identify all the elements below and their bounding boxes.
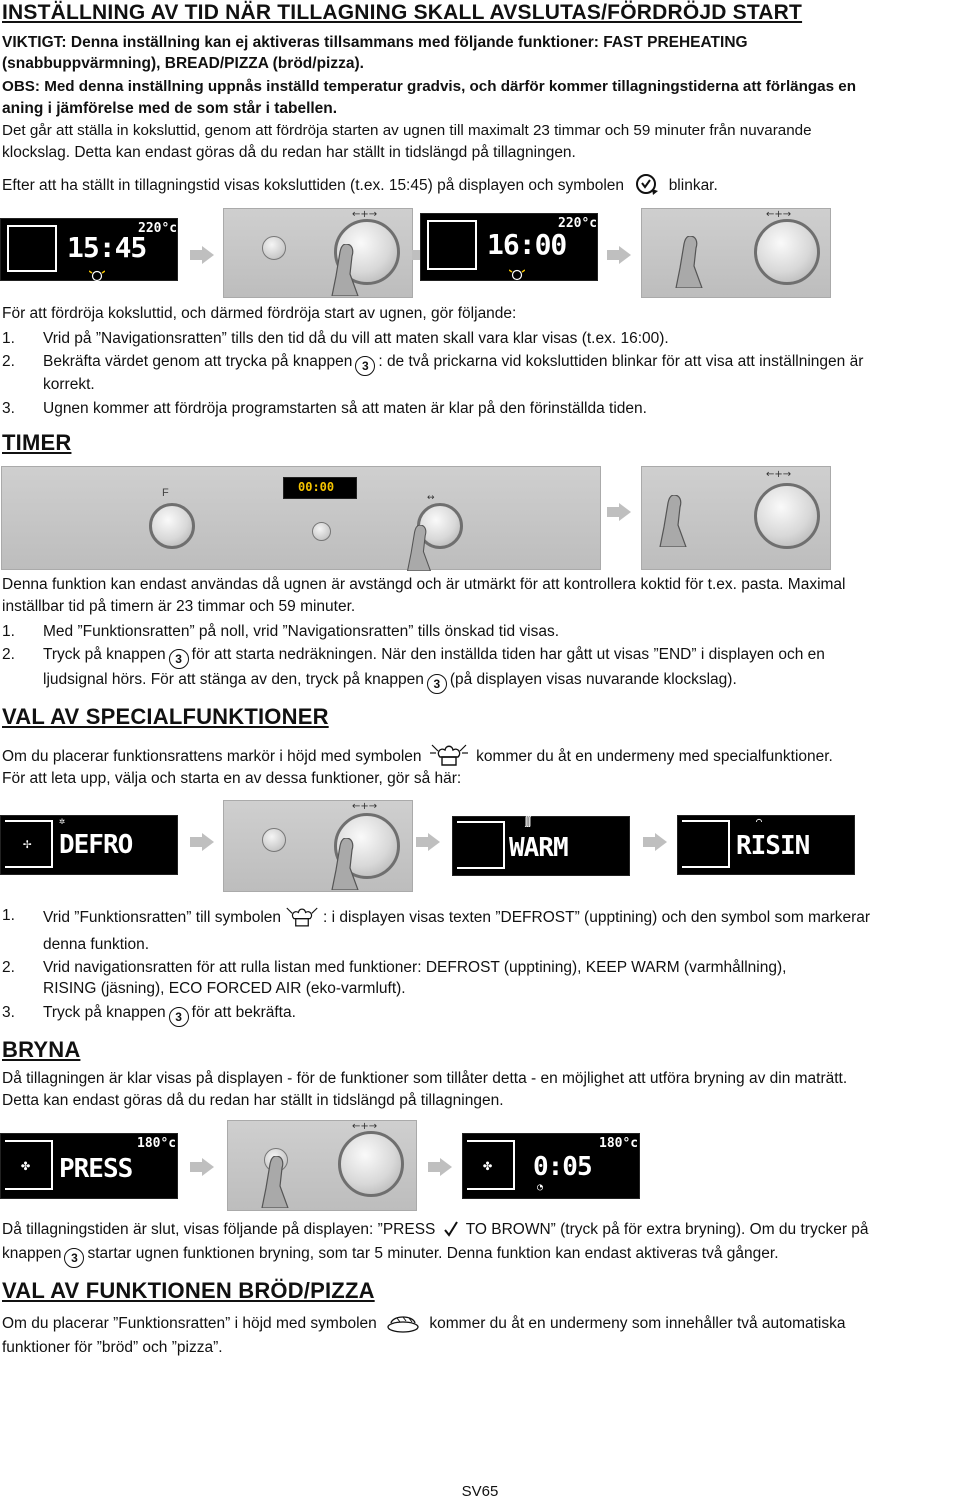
important-line-2: (snabbuppvärmning), BREAD/PIZZA (bröd/pizza). — [2, 55, 364, 72]
bryna-para2-before: Då tillagningstiden är slut, visas följande på displayen: ”PRESS — [2, 1221, 436, 1238]
step-text — [43, 350, 863, 376]
step-text-before: Bekräfta värdet genom att trycka på knappen — [43, 353, 353, 370]
step-number: 3. — [2, 400, 15, 417]
clock-end-icon — [632, 172, 660, 203]
display-risin — [677, 815, 855, 875]
finger-icon — [404, 525, 434, 575]
heading-bread-pizza: VAL AV FUNKTIONEN BRÖD/PIZZA — [2, 1278, 375, 1303]
display-temp: 220°c — [138, 221, 178, 236]
bryna-para-line-2: Detta kan endast göras då du redan har ställt in tidslängd på tillagningen. — [2, 1092, 504, 1109]
fan-icon: ✢ — [23, 836, 32, 852]
display-time: 16:00 — [487, 228, 567, 261]
para2-after: blinkar. — [668, 177, 718, 194]
rotate-arrows-icon: ←+→ — [766, 209, 792, 220]
arrow-right-icon — [190, 246, 214, 268]
step-text: Vrid på ”Navigationsratten” tills den tid då du vill att maten skall vara klar visas (t.ex. 16:00). — [43, 330, 669, 347]
note-line-2: aning i jämförelse med de som står i tabellen. — [2, 100, 338, 117]
special-para1-after: kommer du åt en undermeny med specialfunktioner. — [476, 748, 833, 765]
display-text: DEFRO — [59, 830, 133, 860]
rising-symbol-icon: ⌒ — [756, 816, 763, 827]
finger-icon — [258, 1156, 292, 1212]
control-panel — [227, 1120, 417, 1211]
checkmark-icon — [444, 1221, 458, 1244]
arrow-right-icon — [428, 1158, 452, 1180]
display-temp: 220°c — [558, 216, 598, 231]
bryna-para-2 — [2, 1219, 869, 1244]
step-text — [43, 904, 870, 935]
bryna-para-3 — [2, 1243, 779, 1268]
arrow-right-icon — [416, 833, 440, 855]
defrost-symbol-icon: ✲ — [59, 816, 66, 827]
bryna-para-line-1: Då tillagningen är klar visas på displayen - för de funktioner som tillåter detta - en möjlighet att utföra bryning av din maträtt. — [2, 1070, 848, 1087]
note-line-1: OBS: Med denna inställning uppnås inställd temperatur gradvis, och därför kommer tillagningstiderna att förlängas en — [2, 78, 857, 95]
step-text-after: för att starta nedräkningen. När den inställda tiden har gått ut visas ”END” i displayen och en — [191, 646, 825, 663]
display-text: PRESS — [59, 1154, 133, 1184]
step-number: 1. — [2, 623, 15, 640]
heading-browning: BRYNA — [2, 1037, 81, 1062]
display-1545 — [0, 218, 178, 281]
bread-pizza-icon — [385, 1312, 421, 1341]
clock-icon: ◔ — [537, 1182, 544, 1193]
step-text-cont: denna funktion. — [43, 936, 150, 953]
navigation-knob[interactable] — [754, 219, 820, 285]
bread-para-before: Om du placerar ”Funktionsratten” i höjd med symbolen — [2, 1315, 377, 1332]
keep-warm-symbol-icon: ∭ — [525, 817, 532, 828]
display-frame — [457, 821, 505, 869]
button-3-icon: 3 — [427, 674, 447, 694]
display-text: RISIN — [736, 831, 810, 861]
step-text-cont — [43, 668, 737, 694]
step-text-after: för att bekräfta. — [191, 1004, 296, 1021]
step-cont-before: ljudsignal hörs. För att stänga av den, tryck på knappen — [43, 671, 424, 688]
para1-line-2: klockslag. Detta kan endast göras då du redan har ställt in tidslängd på tillagningen. — [2, 144, 576, 161]
button-3-icon: 3 — [169, 1007, 189, 1027]
bryna-para2-after: TO BROWN” (tryck på för extra bryning). Om du trycker på — [465, 1221, 869, 1238]
rotate-arrows-icon: ←+→ — [352, 209, 378, 220]
rotate-arrows-icon: ←+→ — [766, 469, 792, 480]
control-panel — [641, 208, 831, 298]
step-text-before: Tryck på knappen — [43, 646, 166, 663]
clock-blink-icon — [89, 267, 105, 286]
heading-delayed-start: INSTÄLLNING AV TID NÄR TILLAGNING SKALL AVSLUTAS/FÖRDRÖJD START — [2, 1, 803, 24]
timer-display-value: 00:00 — [298, 480, 335, 494]
rotate-arrows-icon: ←+→ — [352, 801, 378, 812]
browning-icon: ✤ — [483, 1156, 493, 1174]
step-text-after: : de två prickarna vid koksluttiden blinkar för att visa att inställningen är — [378, 353, 864, 370]
arrow-right-icon — [607, 503, 631, 525]
control-panel — [641, 466, 831, 570]
arrow-right-icon — [190, 1158, 214, 1180]
display-time: 0:05 — [533, 1152, 592, 1182]
display-time: 15:45 — [67, 231, 147, 264]
display-frame — [427, 220, 477, 270]
timer-display — [283, 477, 357, 499]
special-para1-before: Om du placerar funktionsrattens markör i höjd med symbolen — [2, 748, 422, 765]
panel-label-f: F — [162, 487, 169, 499]
page-number: SV65 — [461, 1483, 499, 1500]
step-text: Med ”Funktionsratten” på noll, vrid ”Navigationsratten” tills önskad tid visas. — [43, 623, 560, 640]
step-text-before: Tryck på knappen — [43, 1004, 166, 1021]
timer-para-line-2: inställbar tid på timern är 23 timmar och 59 minuter. — [2, 598, 356, 615]
display-warm — [452, 816, 630, 876]
bryna-para3-before: knappen — [2, 1245, 62, 1262]
step-cont-after: (på displayen visas nuvarande klockslag). — [449, 671, 737, 688]
rotate-arrows-icon: ←+→ — [352, 1121, 378, 1132]
navigation-knob[interactable] — [754, 483, 820, 549]
function-knob[interactable] — [149, 503, 195, 549]
step-text — [43, 643, 825, 669]
display-browning-time — [462, 1133, 640, 1199]
button-3-icon: 3 — [169, 649, 189, 669]
navigation-knob[interactable] — [338, 1131, 404, 1197]
button-3[interactable] — [312, 522, 331, 541]
step-text — [43, 1001, 296, 1027]
finger-icon — [656, 495, 690, 551]
display-temp: 180°c — [137, 1136, 177, 1151]
step-text-cont: RISING (jäsning), ECO FORCED AIR (eko-varmluft). — [43, 980, 406, 997]
display-defro — [0, 815, 178, 875]
step-number: 2. — [2, 959, 15, 976]
arrow-right-icon — [607, 246, 631, 268]
para2 — [2, 172, 718, 203]
step-number: 1. — [2, 330, 15, 347]
bread-para-after: kommer du åt en undermeny som innehåller två automatiska — [429, 1315, 846, 1332]
heading-special-functions: VAL AV SPECIALFUNKTIONER — [2, 704, 329, 729]
step-text-after: : i displayen visas texten ”DEFROST” (upptining) och den symbol som markerar — [323, 909, 871, 926]
step-text: Vrid navigationsratten för att rulla listan med funktioner: DEFROST (upptining), KEEP WARM (varmhållning), — [43, 959, 787, 976]
step-text-before: Vrid ”Funktionsratten” till symbolen — [43, 909, 282, 926]
para1-line-1: Det går att ställa in koksluttid, genom att fördröja starten av ugnen till maximalt 23 timmar och 59 minuter från nuvarande — [2, 122, 812, 139]
display-text: WARM — [509, 833, 568, 863]
control-panel — [223, 208, 413, 298]
special-para-2: För att leta upp, välja och starta en av dessa funktioner, gör så här: — [2, 770, 462, 787]
step-text-cont: korrekt. — [43, 376, 95, 393]
control-panel — [223, 800, 413, 892]
finger-icon — [672, 236, 706, 292]
step-number: 2. — [2, 646, 15, 663]
bryna-para3-after: startar ugnen funktionen bryning, som tar 5 minuter. Denna funktion kan endast aktiveras två gånger. — [87, 1245, 779, 1262]
button-3[interactable] — [262, 828, 286, 852]
heading-timer: TIMER — [2, 430, 72, 455]
display-temp: 180°c — [599, 1136, 639, 1151]
rotate-arrows-icon: ↔ — [427, 493, 435, 503]
display-press — [0, 1133, 178, 1199]
timer-para-line-1: Denna funktion kan endast användas då ugnen är avstängd och är utmärkt för att kontrollera koktid för t.ex. pasta. Maximal — [2, 576, 846, 593]
oven-panel — [1, 466, 601, 570]
button-3[interactable] — [262, 236, 286, 260]
para2-before: Efter att ha ställt in tillagningstid visas koksluttiden (t.ex. 15:45) på displayen och symbolen — [2, 177, 625, 194]
display-frame — [7, 225, 57, 272]
step-number: 2. — [2, 353, 15, 370]
step-number: 1. — [2, 907, 15, 924]
finger-icon — [328, 244, 362, 300]
clock-blink-icon — [509, 266, 525, 285]
arrow-right-icon — [190, 833, 214, 855]
display-frame — [682, 820, 730, 868]
finger-icon — [328, 838, 362, 894]
arrow-right-icon — [643, 833, 667, 855]
button-3-icon: 3 — [355, 356, 375, 376]
special-functions-icon — [285, 904, 319, 935]
delay-intro: För att fördröja koksluttid, och därmed fördröja start av ugnen, gör följande: — [2, 305, 517, 322]
important-line-1: VIKTIGT: Denna inställning kan ej aktiveras tillsammans med följande funktioner: FAST PREHEATING — [2, 34, 748, 51]
display-1600 — [420, 213, 598, 281]
step-number: 3. — [2, 1004, 15, 1021]
button-3-icon: 3 — [64, 1248, 84, 1268]
browning-icon: ✤ — [21, 1156, 31, 1174]
step-text: Ugnen kommer att fördröja programstarten så att maten är klar på den förinställda tiden. — [43, 400, 647, 417]
bread-para-cont: funktioner för ”bröd” och ”pizza”. — [2, 1339, 223, 1356]
